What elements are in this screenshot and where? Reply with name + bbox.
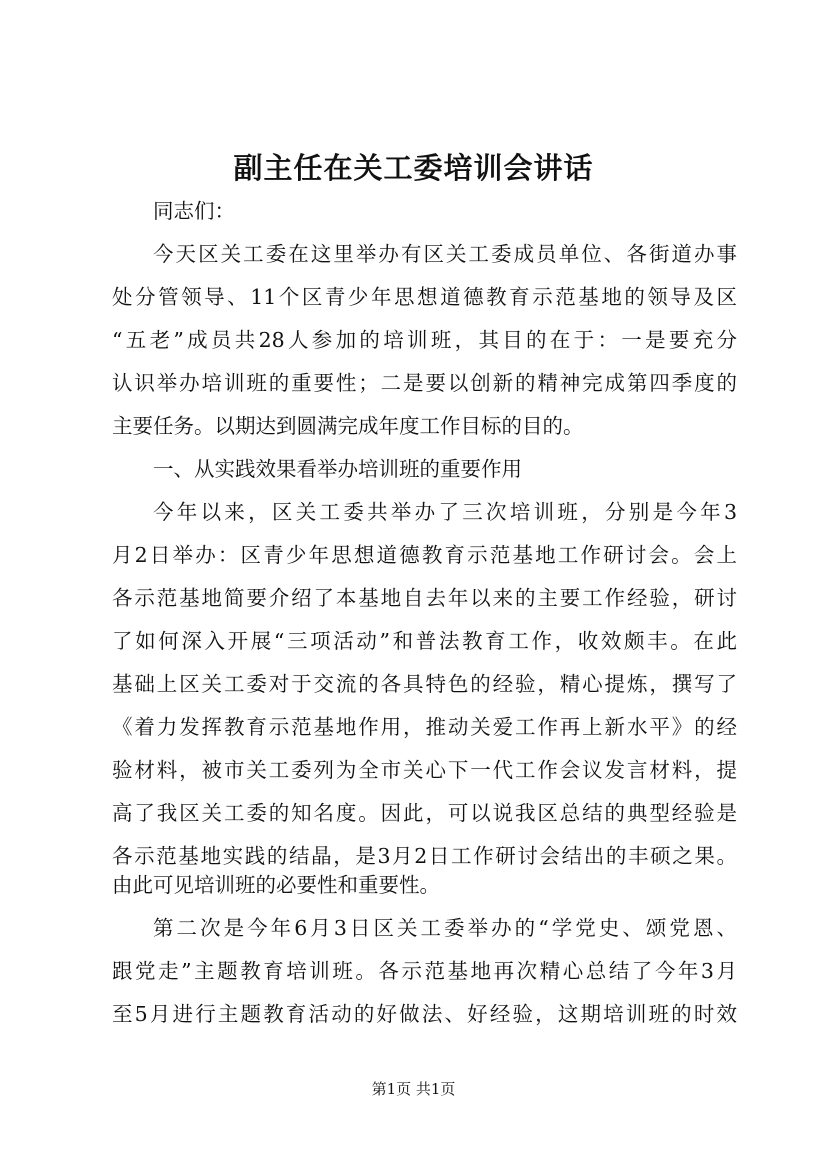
paragraph-line: 高了我区关工委的知名度。因此，可以说我区总结的典型经验是 <box>112 801 737 825</box>
paragraph-line: 了如何深入开展“三项活动”和普法教育工作，收效颇丰。在此 <box>112 629 737 653</box>
paragraph-line: 认识举办培训班的重要性；二是要以创新的精神完成第四季度的 <box>112 371 737 395</box>
paragraph-line: 第二次是今年6月3日区关工委举办的“学党史、颂党恩、 <box>153 916 737 940</box>
paragraph-line: 验材料，被市关工委列为全市关心下一代工作会议发言材料，提 <box>112 758 737 782</box>
document-title: 副主任在关工委培训会讲话 <box>233 151 594 185</box>
paragraph-line: 处分管领导、11个区青少年思想道德教育示范基地的领导及区 <box>112 285 737 309</box>
paragraph-line: 由此可见培训班的必要性和重要性。 <box>112 873 440 897</box>
paragraph-line: 《着力发挥教育示范基地作用，推动关爱工作再上新水平》的经 <box>112 715 737 739</box>
paragraph-line: 各示范基地实践的结晶，是3月2日工作研讨会结出的丰硕之果。 <box>112 844 737 868</box>
paragraph-line: 主要任务。以期达到圆满完成年度工作目标的目的。 <box>112 414 584 438</box>
section-heading: 一、从实践效果看举办培训班的重要作用 <box>153 457 522 481</box>
paragraph-line: “五老”成员共28人参加的培训班，其目的在于：一是要充分 <box>112 328 737 352</box>
paragraph-line: 基础上区关工委对于交流的各具特色的经验，精心提炼，撰写了 <box>112 672 737 696</box>
page-footer: 第1页 共1页 <box>371 1080 456 1098</box>
paragraph-line: 今天区关工委在这里举办有区关工委成员单位、各街道办事 <box>153 242 737 266</box>
paragraph-line: 月2日举办：区青少年思想道德教育示范基地工作研讨会。会上 <box>112 543 737 567</box>
paragraph-line: 今年以来，区关工委共举办了三次培训班，分别是今年3 <box>153 500 737 524</box>
paragraph-line: 至5月进行主题教育活动的好做法、好经验，这期培训班的时效 <box>112 1002 737 1026</box>
salutation-line: 同志们： <box>153 199 235 223</box>
paragraph-line: 各示范基地简要介绍了本基地自去年以来的主要工作经验，研讨 <box>112 586 737 610</box>
paragraph-line: 跟党走”主题教育培训班。各示范基地再次精心总结了今年3月 <box>112 959 737 983</box>
